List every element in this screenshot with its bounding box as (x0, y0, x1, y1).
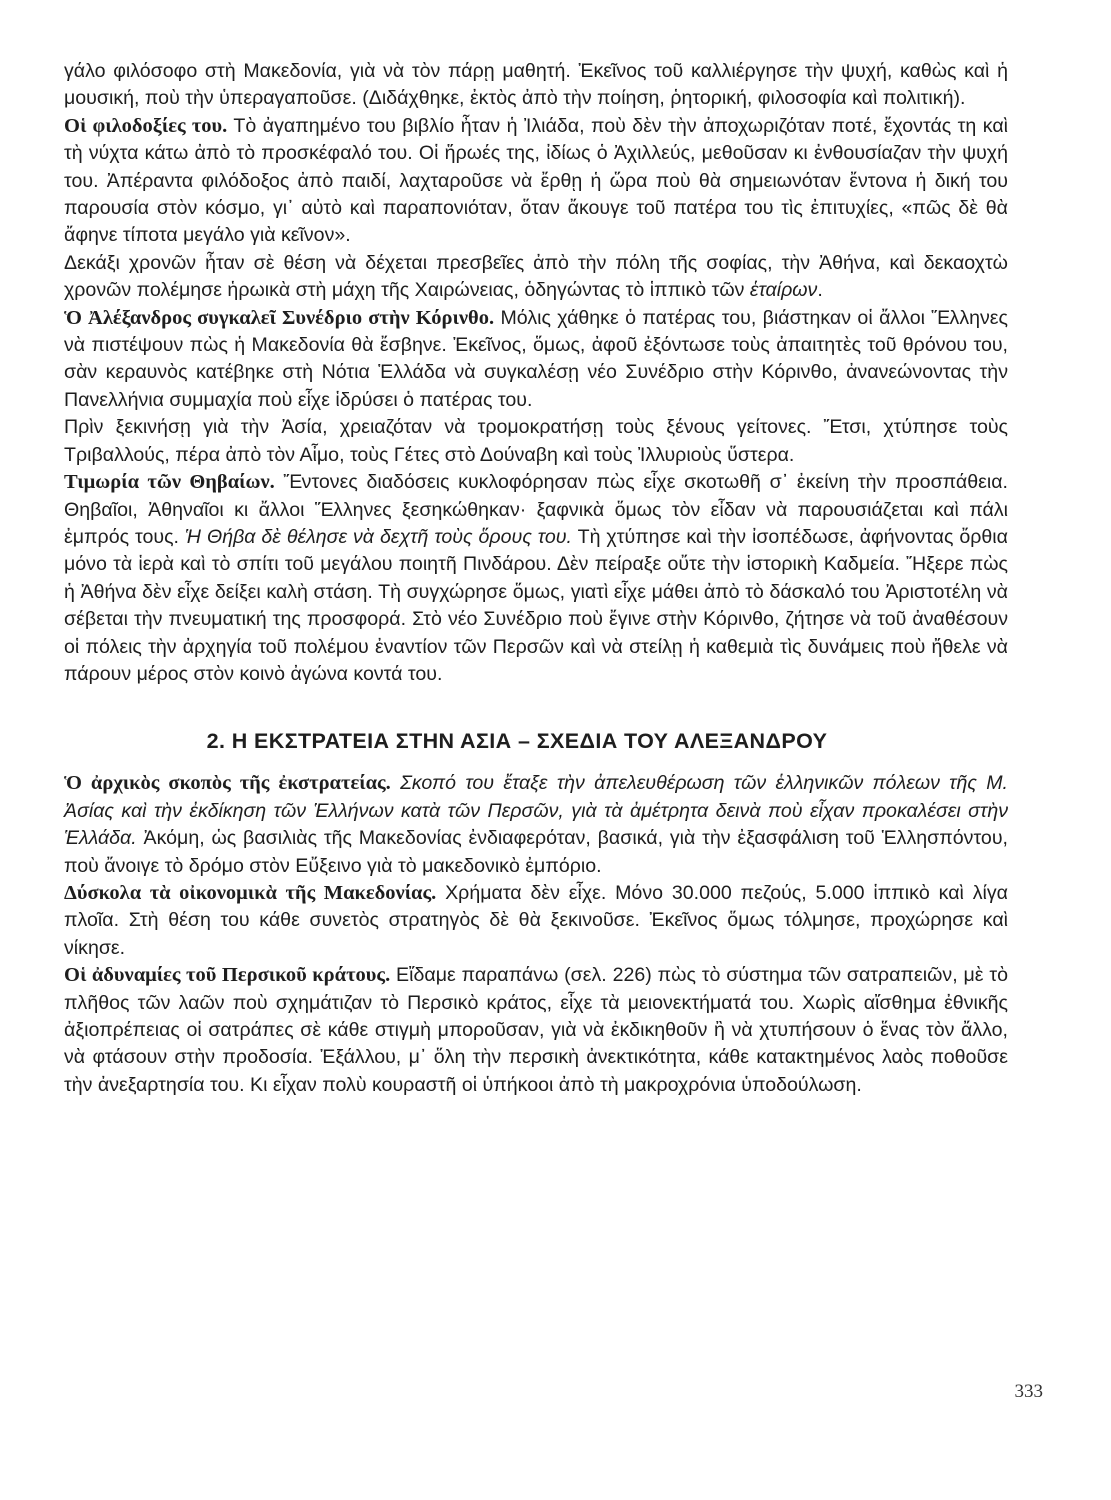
paragraph-text: Μόλις χάθηκε ὁ πατέρας του, βιάστηκαν οἱ ἄλλοι Ἕλληνες νὰ πιστέψουν πὼς ἡ Μακεδονία θὰ ἔσβηνε. Ἐκεῖνος, ὅμως, ἀφοῦ ἐξόντωσε τοὺς ἀπαιτητὲς τοῦ θρόνου του, σὰν κεραυνὸς κατέβηκε στὴ Νότια Ἑλλάδα νὰ συγκαλέσῃ νέο Συνέδριο στὴν Κόρινθο, ἀνανεώνοντας τὴν Πανελλήνια συμμαχία ποὺ εἶχε ἱδρύσει ὁ πατέρας του. (64, 306, 1008, 411)
paragraph-heading: Οἱ ἀδυναμίες τοῦ Περσικοῦ κράτους. (64, 964, 391, 987)
page-number: 333 (1014, 1381, 1043, 1402)
paragraph-persian-weaknesses (64, 962, 1008, 1099)
paragraph-text: Ἀκόμη, ὡς βασιλιὰς τῆς Μακεδονίας ἐνδιαφερόταν, βασικά, γιὰ τὴν ἐξασφάλιση τοῦ Ἑλλησπόντου, ποὺ ἄνοιγε τὸ δρόμο στὸν Εὔξεινο γιὰ τὸ μακεδονικὸ ἐμπόριο. (64, 827, 1008, 877)
paragraph-aristotle-teacher (64, 58, 1008, 113)
paragraph-text: Εἴδαμε παραπάνω (σελ. 226) πὼς τὸ σύστημα τῶν σατραπειῶν, μὲ τὸ πλῆθος τῶν λαῶν ποὺ σχημάτιζαν τὸ Περσικὸ κράτος, εἶχε τὰ μειονεκτήματά του. Χωρὶς αἴσθημα ἐθνικῆς ἀξιοπρέπειας οἱ σατράπες σὲ κάθε στιγμὴ μποροῦσαν, γιὰ νὰ ἐκδικηθοῦν ἢ νὰ χτυπήσουν ὁ ἕνας τὸν ἄλλο, νὰ φτάσουν στὴν προδοσία. Ἐξάλλου, μ᾽ ὅλη τὴν περσικὴ ἀνεκτικότητα, κάθε κατακτημένος λαὸς ποθοῦσε τὴν ἀνεξαρτησία του. Κι εἶχαν πολὺ κουραστῆ οἱ ὑπήκοοι ἀπὸ τὴ μακροχρόνια ὑποδούλωση. (64, 964, 1009, 1096)
italic-sentence: Ἡ Θήβα δὲ θέλησε νὰ δεχτῆ τοὺς ὅρους του. (184, 525, 572, 548)
paragraph-text: Τὴ χτύπησε καὶ τὴν ἰσοπέδωσε, ἀφήνοντας ὄρθια μόνο τὰ ἱερὰ καὶ τὸ σπίτι τοῦ μεγάλου ποιητῆ Πινδάρου. Δὲν πείραξε οὔτε τὴν ἱστορικὴ Καδμεία. Ἤξερε πὼς ἡ Ἀθήνα δὲν εἶχε δείξει καλὴ στάση. Τὴ συγχώρησε ὅμως, γιατὶ εἶχε μάθει ἀπὸ τὸ δάσκαλό του Ἀριστοτέλη νὰ σέβεται τὴν πνευματική της προσφορά. Στὸ νέο Συνέδριο ποὺ ἔγινε στὴν Κόρινθο, ζήτησε νὰ τοῦ ἀναθέσουν οἱ πόλεις τὴν ἀρχηγία τοῦ πολέμου ἐναντίον τῶν Περσῶν καὶ νὰ στείλῃ ἡ καθεμιὰ τὶς δυνάμεις ποὺ ἤθελε νὰ πάρουν μέρος στὸν κοινὸ ἀγώνα κοντά του. (64, 525, 1008, 685)
paragraph-text: γάλο φιλόσοφο στὴ Μακεδονία, γιὰ νὰ τὸν πάρῃ μαθητή. Ἐκεῖνος τοῦ καλλιέργησε τὴν ψυχή, καθὼς καὶ ἡ μουσική, ποὺ τὴν ὑπεραγαποῦσε. (Διδάχθηκε, ἐκτὸς ἀπὸ τὴν ποίηση, ῥητορική, φιλοσοφία καὶ πολιτική). (64, 60, 1008, 110)
paragraph-heading: Ὁ ἀρχικὸς σκοπὸς τῆς ἐκστρατείας. (64, 772, 391, 795)
paragraph-heading: Ὁ Ἀλέξανδρος συγκαλεῖ Συνέδριο στὴν Κόρινθο. (64, 306, 495, 329)
paragraph-youth-embassies (64, 250, 1008, 305)
paragraph-text: Ἔντονες διαδόσεις κυκλοφόρησαν πὼς εἶχε σκοτωθῆ σ᾽ ἐκείνη τὴν προσπάθεια. Θηβαῖοι, Ἀθηναῖοι κι ἄλλοι Ἕλληνες ξεσηκώθηκαν· ξαφνικὰ ὅμως τὸν εἶδαν νὰ παρουσιάζεται καὶ πάλι ἐμπρός τους. (64, 471, 1008, 548)
paragraph-corinth-congress (64, 305, 1008, 415)
paragraph-text: Τὸ ἀγαπημένο του βιβλίο ἦταν ἡ Ἰλιάδα, ποὺ δὲν τὴν ἀποχωριζόταν ποτέ, ἔχοντάς τη καὶ τὴ νύχτα κάτω ἀπὸ τὸ προσκέφαλό του. Οἱ ἥρωές της, ἰδίως ὁ Ἀχιλλεύς, μεθοῦσαν κι ἐνθουσίαζαν τὴν ψυχή του. Ἀπέραντα φιλόδοξος ἀπὸ παιδί, λαχταροῦσε νὰ ἔρθῃ ἡ ὥρα ποὺ θὰ σημειωνόταν ἔντονα ἡ δική του παρουσία στὸν κόσμο, γι᾽ αὐτὸ καὶ παραπονιόταν, ὅταν ἄκουγε τοῦ πατέρα του τὶς ἐπιτυχίες, «πῶς δὲ θὰ ἄφηνε τίποτα μεγάλο γιὰ κεῖνον». (64, 114, 1008, 247)
paragraph-heading: Οἱ φιλοδοξίες του. (64, 114, 228, 137)
paragraph-text: Δεκάξι χρονῶν ἦταν σὲ θέση νὰ δέχεται πρεσβεῖες ἀπὸ τὴν πόλη τῆς σοφίας, τὴν Ἀθήνα, καὶ δεκαοχτὼ χρονῶν πολέμησε ἡρωικὰ στὴ μάχη τῆς Χαιρώνειας, ὁδηγώντας τὸ ἱππικὸ τῶν (64, 251, 1008, 302)
italic-term: ἑταίρων (749, 279, 818, 302)
page-body (64, 58, 1008, 1099)
paragraph-heading: Τιμωρία τῶν Θηβαίων. (64, 471, 275, 494)
paragraph-thebes-punishment (64, 469, 1008, 688)
paragraph-text: . (817, 279, 823, 302)
paragraph-neighbours (64, 414, 1008, 469)
italic-sentence: Σκοπό του ἔταξε τὴν ἀπελευθέρωση τῶν ἑλληνικῶν πόλεων τῆς Μ. Ἀσίας καὶ τὴν ἐκδίκηση τῶν Ἑλλήνων κατὰ τῶν Περσῶν, γιὰ τὰ ἀμέτρητα δεινὰ ποὺ εἶχαν προκαλέσει στὴν Ἑλλάδα. (64, 772, 1008, 850)
paragraph-text: Πρὶν ξεκινήσῃ γιὰ τὴν Ἀσία, χρειαζόταν νὰ τρομοκρατήσῃ τοὺς ξένους γείτονες. Ἔτσι, χτύπησε τοὺς Τριβαλλούς, πέρα ἀπὸ τὸν Αἶμο, τοὺς Γέτες στὸ Δούναβη καὶ τοὺς Ἰλλυριοὺς ὕστερα. (64, 416, 1008, 466)
paragraph-heading: Δύσκολα τὰ οἰκονομικὰ τῆς Μακεδονίας. (64, 881, 437, 904)
paragraph-text: Χρήματα δὲν εἶχε. Μόνο 30.000 πεζούς, 5.000 ἱππικὸ καὶ λίγα πλοῖα. Στὴ θέση του κάθε συνετὸς στρατηγὸς δὲ θὰ ξεκινοῦσε. Ἐκεῖνος ὅμως τόλμησε, προχώρησε καὶ νίκησε. (64, 881, 1008, 959)
section-title: 2. Η ΕΚΣΤΡΑΤΕΙΑ ΣΤΗΝ ΑΣΙΑ – ΣΧΕΔΙΑ ΤΟΥ ΑΛΕΞΑΝΔΡΟΥ (206, 729, 828, 754)
paragraph-ambitions (64, 113, 1008, 250)
paragraph-finances (64, 880, 1008, 962)
paragraph-campaign-aim (64, 770, 1008, 880)
